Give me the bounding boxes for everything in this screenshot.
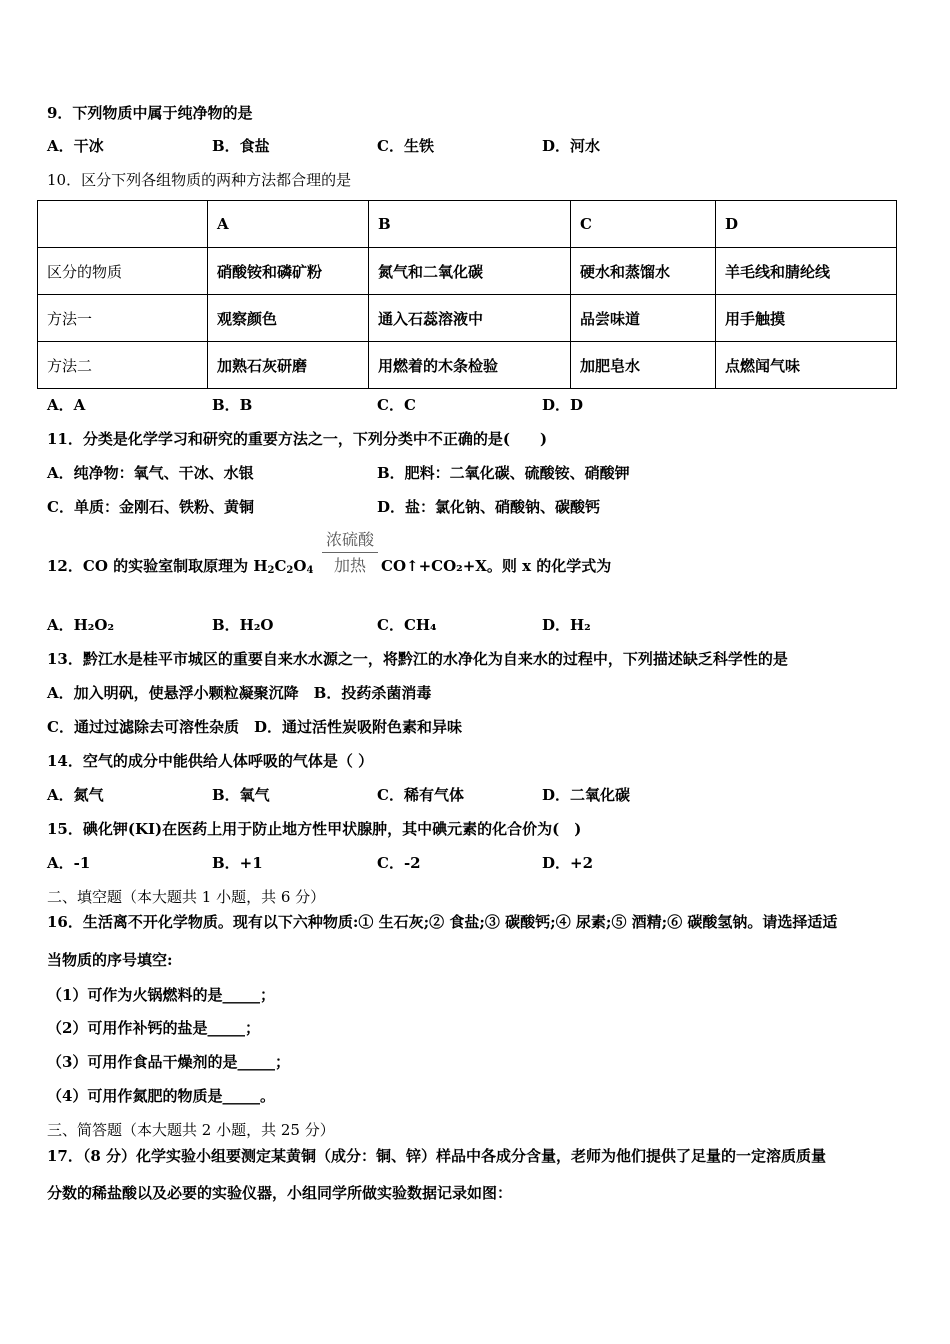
q9-option-c: C．生铁 xyxy=(377,137,434,155)
table-cell: 观察颜色 xyxy=(208,295,369,342)
table-cell: 品尝味道 xyxy=(571,295,716,342)
table-cell: 方法二 xyxy=(38,342,208,389)
q12-suffix: CO↑+CO₂+X。则 x 的化学式为 xyxy=(381,557,612,575)
q10-table xyxy=(37,200,897,389)
q15-option-d: D．+2 xyxy=(542,854,594,872)
q9-stem: 9．下列物质中属于纯净物的是 xyxy=(47,104,253,122)
q12-prefix xyxy=(47,556,313,581)
q14-option-a: A．氮气 xyxy=(47,786,104,804)
q10-stem: 10．区分下列各组物质的两种方法都合理的是 xyxy=(47,171,352,189)
q14-stem: 14．空气的成分中能供给人体呼吸的气体是（ ） xyxy=(47,752,374,770)
q16-stem: 16．生活离不开化学物质。现有以下六种物质:① 生石灰;② 食盐;③ 碳酸钙;④ 尿素;⑤ 酒精;⑥ 碳酸氢钠。请选择适适 xyxy=(47,913,838,931)
table-cell: 方法一 xyxy=(38,295,208,342)
q13-options-cd: C．通过过滤除去可溶性杂质 D．通过活性炭吸附色素和异味 xyxy=(47,718,462,736)
q15-option-a: A．-1 xyxy=(47,854,91,872)
q16-item-2: （2）可用作补钙的盐是_____； xyxy=(47,1019,260,1037)
q15-option-b: B．+1 xyxy=(212,854,263,872)
q9-option-b: B．食盐 xyxy=(212,137,270,155)
q9-option-d: D．河水 xyxy=(542,137,601,155)
table-cell: B xyxy=(369,201,571,248)
table-row xyxy=(38,342,897,389)
table-header-row xyxy=(38,201,897,248)
condition-bottom: 加热 xyxy=(333,556,366,575)
q12-option-d: D．H₂ xyxy=(542,616,591,634)
condition-top: 浓硫酸 xyxy=(325,530,374,549)
table-cell: 加熟石灰研磨 xyxy=(208,342,369,389)
table-cell: 用燃着的木条检验 xyxy=(369,342,571,389)
table-cell: D xyxy=(716,201,897,248)
q11-option-d: D．盐：氯化钠、硝酸钠、碳酸钙 xyxy=(377,498,601,516)
q12-option-a: A．H₂O₂ xyxy=(47,616,115,634)
q11-stem: 11．分类是化学学习和研究的重要方法之一，下列分类中不正确的是( ) xyxy=(47,430,548,448)
q16-stem-cont: 当物质的序号填空: xyxy=(47,951,173,969)
section-heading-short-answer: 三、简答题（本大题共 2 小题，共 25 分） xyxy=(47,1121,335,1139)
q15-stem: 15．碘化钾(KI)在医药上用于防止地方性甲状腺肿，其中碘元素的化合价为( ) xyxy=(47,820,582,838)
q14-option-c: C．稀有气体 xyxy=(377,786,464,804)
q16-item-3: （3）可用作食品干燥剂的是_____； xyxy=(47,1053,290,1071)
q10-option-c: C．C xyxy=(377,396,416,414)
q12-prefix-text: 12．CO 的实验室制取原理为 $H_2C_2O_4$ xyxy=(47,557,314,576)
q12-option-b: B．H₂O xyxy=(212,616,274,634)
table-cell: 硬水和蒸馏水 xyxy=(571,248,716,295)
table-cell: C xyxy=(571,201,716,248)
q15-option-c: C．-2 xyxy=(377,854,421,872)
table-cell: 用手触摸 xyxy=(716,295,897,342)
reaction-condition xyxy=(320,528,380,579)
table-cell xyxy=(38,201,208,248)
q9-option-a: A．干冰 xyxy=(47,137,104,155)
q16-item-1: （1）可作为火锅燃料的是_____； xyxy=(47,986,275,1004)
q10-option-a: A．A xyxy=(47,396,86,414)
q17-line-1: 17．（8 分）化学实验小组要测定某黄铜（成分：铜、锌）样品中各成分含量，老师为他们提供了足量的一定溶质质量 xyxy=(47,1147,827,1165)
table-cell: 点燃闻气味 xyxy=(716,342,897,389)
q17-line-2: 分数的稀盐酸以及必要的实验仪器，小组同学所做实验数据记录如图： xyxy=(47,1184,513,1202)
q11-option-a: A．纯净物：氧气、干冰、水银 xyxy=(47,464,254,482)
q12-option-c: C．CH₄ xyxy=(377,616,437,634)
table-cell: 羊毛线和腈纶线 xyxy=(716,248,897,295)
q11-option-b: B．肥料：二氧化碳、硫酸铵、硝酸钾 xyxy=(377,464,630,482)
table-row xyxy=(38,295,897,342)
q16-item-4: （4）可用作氮肥的物质是_____。 xyxy=(47,1087,275,1105)
q10-option-d: D．D xyxy=(542,396,584,414)
table-cell: 区分的物质 xyxy=(38,248,208,295)
q13-stem: 13．黔江水是桂平市城区的重要自来水水源之一，将黔江的水净化为自来水的过程中，下列描述缺乏科学性的是 xyxy=(47,650,788,668)
q14-option-b: B．氧气 xyxy=(212,786,270,804)
table-cell: 加肥皂水 xyxy=(571,342,716,389)
q10-option-b: B．B xyxy=(212,396,253,414)
table-row xyxy=(38,248,897,295)
table-cell: 通入石蕊溶液中 xyxy=(369,295,571,342)
q11-option-c: C．单质：金刚石、铁粉、黄铜 xyxy=(47,498,254,516)
q13-options-ab: A．加入明矾，使悬浮小颗粒凝聚沉降 B．投药杀菌消毒 xyxy=(47,684,432,702)
section-heading-fill-blank: 二、填空题（本大题共 1 小题，共 6 分） xyxy=(47,888,326,906)
table-cell: A xyxy=(208,201,369,248)
table-cell: 硝酸铵和磷矿粉 xyxy=(208,248,369,295)
q14-option-d: D．二氧化碳 xyxy=(542,786,631,804)
table-cell: 氮气和二氧化碳 xyxy=(369,248,571,295)
